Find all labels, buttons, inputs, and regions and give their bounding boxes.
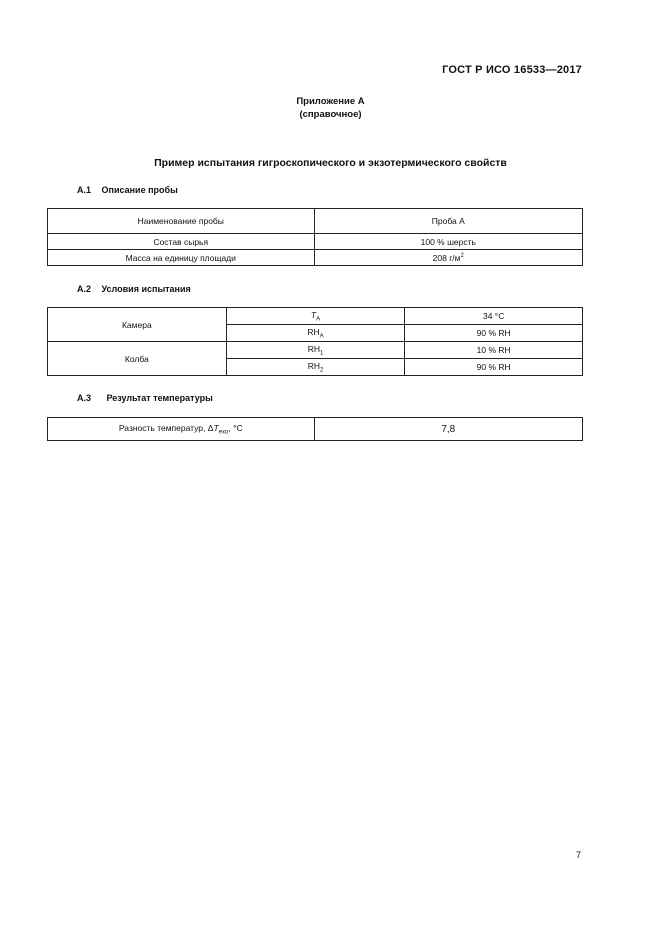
section-number: А.2 bbox=[77, 284, 92, 294]
table-cell: Масса на единицу площади bbox=[48, 250, 315, 266]
table-cell: 7,8 bbox=[314, 418, 582, 441]
table-cell: 90 % RH bbox=[405, 359, 583, 376]
symbol: T bbox=[310, 309, 317, 320]
table-cell: Камера bbox=[48, 308, 227, 342]
table-cell bbox=[226, 359, 405, 376]
page-number: 7 bbox=[576, 850, 582, 860]
subscript: exo bbox=[218, 429, 229, 436]
section-title: Условия испытания bbox=[101, 284, 191, 294]
table-cell bbox=[48, 418, 315, 441]
table-row bbox=[48, 418, 583, 441]
sample-description-table bbox=[47, 208, 583, 266]
symbol: T bbox=[213, 422, 219, 433]
symbol: RH bbox=[307, 326, 320, 337]
section-a2-heading bbox=[77, 284, 191, 294]
table-row bbox=[48, 209, 583, 234]
section-title: Описание пробы bbox=[101, 185, 178, 195]
table-cell bbox=[226, 308, 405, 325]
section-number: А.1 bbox=[77, 185, 92, 195]
mass-value: 208 г/м bbox=[432, 252, 461, 263]
standard-header: ГОСТ Р ИСО 16533—2017 bbox=[442, 64, 582, 76]
annex-heading bbox=[0, 95, 661, 121]
table-cell: Проба А bbox=[314, 209, 582, 234]
subscript: A bbox=[319, 333, 324, 340]
subscript: 2 bbox=[319, 367, 324, 374]
table-cell: 34 °C bbox=[405, 308, 583, 325]
delta-symbol: Δ bbox=[207, 422, 214, 433]
temperature-result-table bbox=[47, 417, 583, 441]
label-text: Разность температур, bbox=[118, 422, 208, 433]
unit-text: , °C bbox=[228, 422, 243, 433]
subscript: A bbox=[316, 316, 321, 323]
symbol: RH bbox=[307, 343, 320, 354]
table-row bbox=[48, 234, 583, 250]
table-row bbox=[48, 342, 583, 359]
table-cell: Наименование пробы bbox=[48, 209, 315, 234]
table-cell: Состав сырья bbox=[48, 234, 315, 250]
table-cell bbox=[226, 342, 405, 359]
table-cell: 10 % RH bbox=[405, 342, 583, 359]
section-number: А.3 bbox=[77, 393, 92, 403]
table-cell bbox=[226, 325, 405, 342]
table-cell bbox=[314, 250, 582, 266]
table-cell: 90 % RH bbox=[405, 325, 583, 342]
section-a1-heading bbox=[77, 185, 178, 195]
table-cell: 100 % шерсть bbox=[314, 234, 582, 250]
document-title: Пример испытания гигроскопического и экзотермического свойств bbox=[154, 157, 507, 169]
table-row bbox=[48, 308, 583, 325]
section-a3-heading bbox=[77, 393, 213, 403]
symbol: RH bbox=[307, 360, 320, 371]
annex-title: Приложение А bbox=[296, 96, 365, 107]
section-title: Результат температуры bbox=[106, 393, 213, 403]
table-row bbox=[48, 250, 583, 266]
annex-type: (справочное) bbox=[299, 109, 362, 120]
subscript: 1 bbox=[319, 350, 324, 357]
table-cell: Колба bbox=[48, 342, 227, 376]
unit-exponent: 2 bbox=[460, 252, 464, 259]
test-conditions-table bbox=[47, 307, 583, 376]
